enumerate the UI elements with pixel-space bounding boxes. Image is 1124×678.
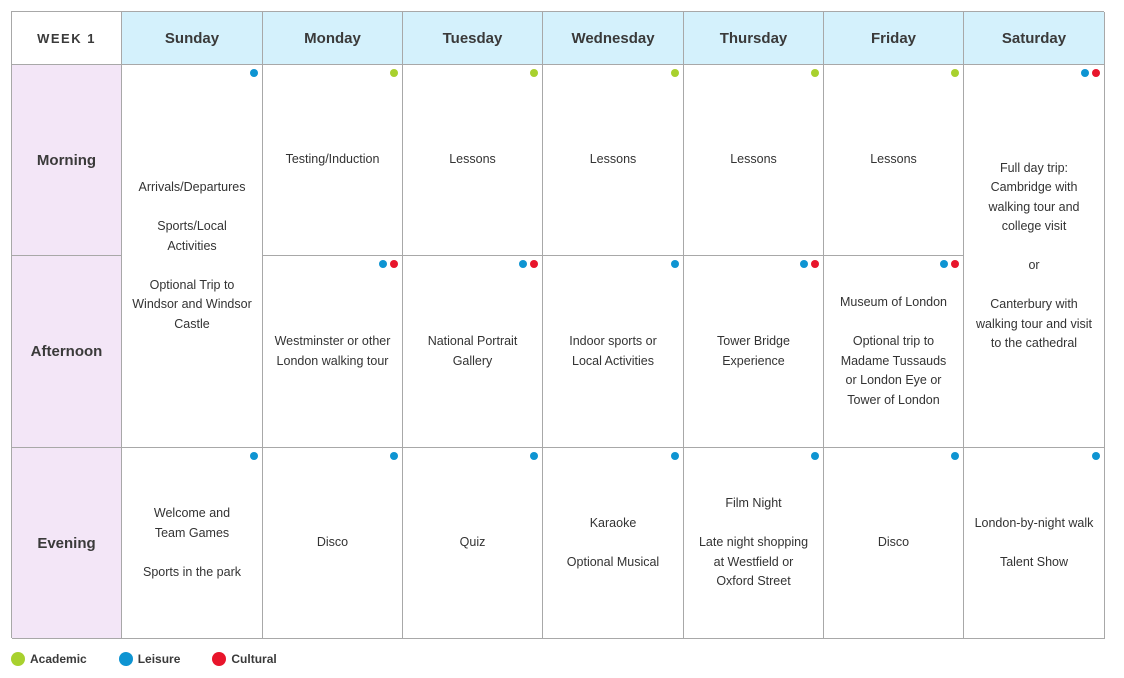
schedule-cell-tuesday-evening	[403, 448, 543, 639]
schedule-cell-tuesday-afternoon	[403, 256, 543, 448]
legend-item-academic	[11, 652, 87, 666]
category-dots	[530, 452, 538, 460]
category-dots	[800, 260, 819, 268]
period-label-morning: Morning	[12, 65, 122, 256]
schedule-cell-thursday-afternoon	[684, 256, 824, 448]
schedule-cell-wednesday-morning	[543, 65, 684, 256]
cell-text-line: or	[1028, 258, 1040, 272]
cell-text-line: Team Games	[154, 525, 230, 540]
schedule-cell-thursday-evening	[684, 448, 824, 639]
cell-text-line: Optional Trip to	[149, 277, 235, 292]
cell-text-line: Disco	[877, 535, 910, 550]
cell-text-line: Optional trip to	[852, 334, 935, 348]
week-label: WEEK 1	[12, 12, 122, 65]
cell-text-line: Sports/Local	[157, 219, 227, 233]
leisure-dot-icon	[390, 452, 398, 460]
schedule-cell-saturday-evening	[964, 448, 1105, 639]
cell-text-line: Disco	[316, 535, 349, 550]
category-dots	[250, 69, 258, 77]
period-label-afternoon: Afternoon	[12, 256, 122, 448]
cell-text-line: Arrivals/Departures	[138, 180, 246, 194]
day-header-friday: Friday	[824, 12, 964, 65]
cell-text-line: Gallery	[452, 353, 493, 368]
cell-text-line: Film Night	[725, 496, 782, 511]
cell-text-line: Full day trip:	[999, 160, 1069, 175]
schedule-cell-sunday-day	[122, 65, 263, 448]
category-dots	[671, 452, 679, 460]
cell-text-line: Late night shopping	[698, 535, 809, 550]
leisure-dot-icon	[250, 452, 258, 460]
leisure-dot-icon	[800, 260, 808, 268]
weekly-schedule-table	[11, 11, 1104, 638]
schedule-cell-monday-afternoon	[263, 256, 403, 448]
cultural-dot-icon	[212, 652, 226, 666]
schedule-cell-tuesday-morning	[403, 65, 543, 256]
cell-text-line: Optional Musical	[566, 554, 660, 569]
academic-dot-icon	[390, 69, 398, 77]
schedule-cell-wednesday-evening	[543, 448, 684, 639]
category-dots	[519, 260, 538, 268]
leisure-dot-icon	[379, 260, 387, 268]
academic-dot-icon	[671, 69, 679, 77]
leisure-dot-icon	[530, 452, 538, 460]
cell-text-line: Canterbury with	[990, 297, 1078, 311]
cell-text-line: Karaoke	[589, 515, 637, 530]
day-header-saturday: Saturday	[964, 12, 1105, 65]
category-dots	[951, 452, 959, 460]
cell-text-line: Cambridge with	[990, 180, 1078, 194]
category-dots	[811, 69, 819, 77]
period-label-evening: Evening	[12, 448, 122, 639]
cell-text-line: Local Activities	[572, 353, 654, 368]
academic-dot-icon	[951, 69, 959, 77]
category-dots	[1092, 452, 1100, 460]
cell-text-line: Lessons	[589, 152, 637, 167]
category-dots	[671, 260, 679, 268]
leisure-dot-icon	[940, 260, 948, 268]
day-header-thursday: Thursday	[684, 12, 824, 65]
category-dots	[951, 69, 959, 77]
leisure-dot-icon	[671, 452, 679, 460]
category-dots	[811, 452, 819, 460]
cell-text-line: Tower Bridge	[717, 334, 790, 348]
schedule-cell-monday-evening	[263, 448, 403, 639]
cultural-dot-icon	[390, 260, 398, 268]
schedule-cell-saturday-day	[964, 65, 1105, 448]
leisure-dot-icon	[119, 652, 133, 666]
cell-text-line: London-by-night walk	[974, 515, 1094, 530]
schedule-cell-wednesday-afternoon	[543, 256, 684, 448]
leisure-dot-icon	[1092, 452, 1100, 460]
category-dots	[390, 69, 398, 77]
cell-text-line: Lessons	[870, 152, 917, 167]
day-header-wednesday: Wednesday	[543, 12, 684, 65]
legend-label-cultural: Cultural	[231, 652, 277, 666]
cell-text-line: Museum of London	[839, 295, 947, 309]
schedule-cell-friday-evening	[824, 448, 964, 639]
cell-text-line: London walking tour	[276, 353, 389, 368]
day-header-sunday: Sunday	[122, 12, 263, 65]
leisure-dot-icon	[811, 452, 819, 460]
cell-text-line: walking tour and	[988, 199, 1080, 214]
cell-text-line: walking tour and visit	[975, 316, 1093, 331]
schedule-cell-friday-afternoon	[824, 256, 964, 448]
category-dots	[379, 260, 398, 268]
legend-label-leisure: Leisure	[137, 652, 181, 666]
cell-text-line: Sports in the park	[143, 564, 241, 579]
academic-dot-icon	[530, 69, 538, 77]
cell-text-line: at Westfield or	[713, 554, 794, 569]
category-dots	[940, 260, 959, 268]
cell-text-line: Windsor and Windsor	[132, 297, 252, 311]
cultural-dot-icon	[530, 260, 538, 268]
schedule-cell-thursday-morning	[684, 65, 824, 256]
schedule-cell-sunday-evening	[122, 448, 263, 639]
cell-text-line: Castle	[174, 316, 210, 331]
leisure-dot-icon	[519, 260, 527, 268]
legend-item-leisure	[119, 652, 181, 666]
category-dots	[390, 452, 398, 460]
category-dots	[1081, 69, 1100, 77]
academic-dot-icon	[11, 652, 25, 666]
cell-text-line: or London Eye or	[845, 373, 942, 387]
cell-text-line: Tower of London	[847, 392, 940, 407]
cell-text-line: college visit	[1001, 219, 1067, 233]
cell-text-line: National Portrait	[427, 334, 518, 348]
schedule-cell-monday-morning	[263, 65, 403, 256]
cell-text-line: Talent Show	[999, 554, 1069, 569]
cultural-dot-icon	[811, 260, 819, 268]
cultural-dot-icon	[951, 260, 959, 268]
leisure-dot-icon	[1081, 69, 1089, 77]
category-dots	[250, 452, 258, 460]
day-header-tuesday: Tuesday	[403, 12, 543, 65]
legend	[11, 652, 309, 666]
cell-text-line: Indoor sports or	[569, 334, 657, 348]
schedule-cell-friday-morning	[824, 65, 964, 256]
legend-item-cultural	[212, 652, 276, 666]
cell-text-line: Testing/Induction	[285, 152, 380, 167]
legend-label-academic: Academic	[30, 652, 87, 666]
cell-text-line: Activities	[167, 238, 217, 253]
cell-text-line: to the cathedral	[990, 336, 1078, 350]
day-header-monday: Monday	[263, 12, 403, 65]
cell-text-line: Oxford Street	[716, 574, 791, 589]
cell-text-line: Welcome and	[153, 506, 231, 520]
cell-text-line: Experience	[722, 353, 785, 368]
academic-dot-icon	[811, 69, 819, 77]
cell-text-line: Quiz	[459, 535, 486, 550]
leisure-dot-icon	[671, 260, 679, 268]
cell-text-line: Lessons	[449, 152, 496, 167]
cell-text-line: Madame Tussauds	[840, 353, 947, 368]
cultural-dot-icon	[1092, 69, 1100, 77]
cell-text-line: Westminster or other	[274, 334, 391, 348]
leisure-dot-icon	[951, 452, 959, 460]
category-dots	[671, 69, 679, 77]
cell-text-line: Lessons	[730, 152, 777, 167]
category-dots	[530, 69, 538, 77]
leisure-dot-icon	[250, 69, 258, 77]
